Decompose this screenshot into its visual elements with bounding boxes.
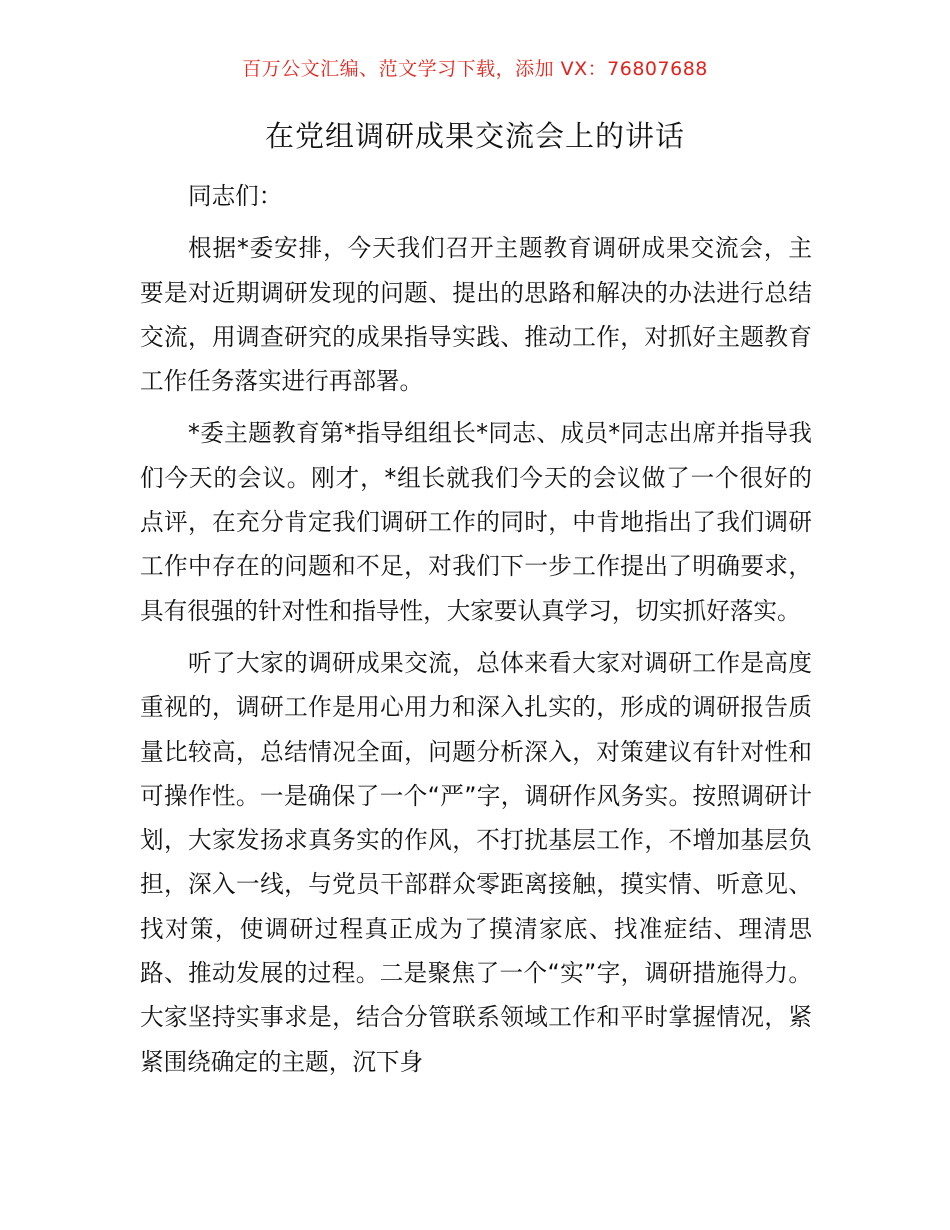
paragraph-gap xyxy=(140,218,812,226)
paragraph: 听了大家的调研成果交流，总体来看大家对调研工作是高度重视的，调研工作是用心用力和深入扎实的，形成的调研报告质量比较高，总结情况全面，问题分析深入，对策建议有针对性和可操作性。一是确保了一个“严”字，调研作风务实。按照调研计划，大家发扬求真务实的作风，不打扰基层工作，不增加基层负担，深入一线，与党员干部群众零距离接触，摸实情、听意见、找对策，使调研过程真正成为了摸清家底、找准症结、理清思路、推动发展的过程。二是聚焦了一个“实”字，调研措施得力。大家坚持实事求是，结合分管联系领域工作和平时掌握情况，紧紧围绕确定的主题，沉下身 xyxy=(140,648,812,1076)
document-body xyxy=(140,174,812,1084)
paragraph-gap xyxy=(140,633,812,641)
paragraph: *委主题教育第*指导组组长*同志、成员*同志出席并指导我们今天的会议。刚才，*组长就我们今天的会议做了一个很好的点评，在充分肯定我们调研工作的同时，中肯地指出了我们调研工作中存在的问题和不足，对我们下一步工作提出了明确要求，具有很强的针对性和指导性，大家要认真学习，切实抓好落实。 xyxy=(140,419,812,625)
document-title: 在党组调研成果交流会上的讲话 xyxy=(264,119,685,153)
salutation: 同志们： xyxy=(188,182,283,210)
header-banner: 百万公文汇编、范文学习下载，添加 VX：76807688 xyxy=(242,58,708,80)
paragraph-gap xyxy=(140,403,812,411)
paragraph: 根据*委安排，今天我们召开主题教育调研成果交流会，主要是对近期调研发现的问题、提出的思路和解决的办法进行总结交流，用调查研究的成果指导实践、推动工作，对抓好主题教育工作任务落实进行再部署。 xyxy=(140,234,812,396)
